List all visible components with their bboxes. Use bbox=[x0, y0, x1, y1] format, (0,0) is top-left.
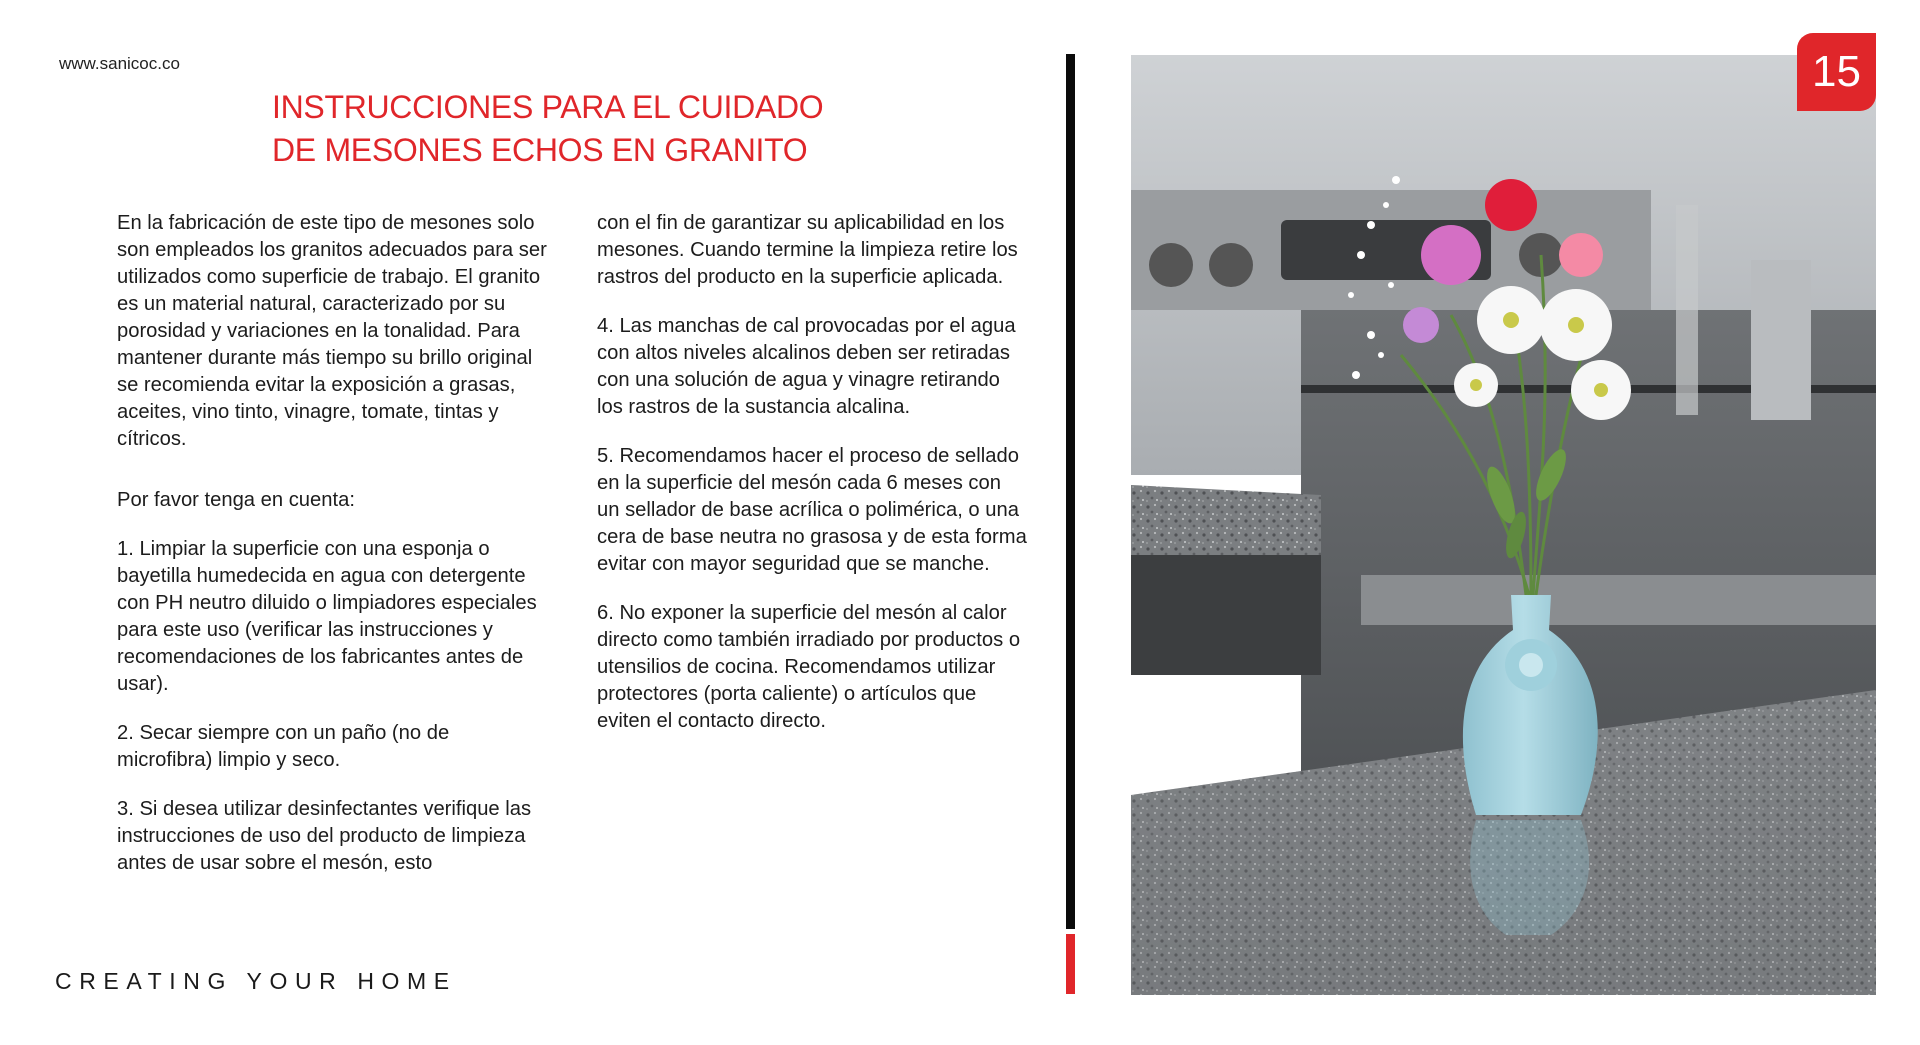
page-title-line-1: INSTRUCCIONES PARA EL CUIDADO bbox=[272, 89, 824, 125]
site-url[interactable]: www.sanicoc.co bbox=[59, 54, 180, 73]
note-heading: Por favor tenga en cuenta: bbox=[117, 489, 355, 511]
instruction-item-6: 6. No exponer la superficie del mesón al calor directo como también irradiado por productos o utensilios de cocina. Recomendamos utilizar protectores (porta caliente) o artículos que eviten el contacto directo. bbox=[597, 602, 1021, 732]
page-title bbox=[272, 86, 823, 172]
text-column-left bbox=[117, 210, 547, 899]
instruction-item-3-continued: con el fin de garantizar su aplicabilidad en los mesones. Cuando termine la limpieza retire los rastros del producto en la superficie aplicada. bbox=[597, 212, 1018, 288]
instruction-item-5: 5. Recomendamos hacer el proceso de sellado en la superficie del mesón cada 6 meses con un sellador de base acrílica o polimérica, o una cera de base neutra no grasosa y de esta forma evitar con mayor seguridad que se manche. bbox=[597, 445, 1027, 575]
vertical-divider bbox=[1066, 54, 1075, 929]
text-column-right bbox=[597, 210, 1027, 757]
intro-paragraph: En la fabricación de este tipo de mesones solo son empleados los granitos adecuados para ser utilizados como superficie de trabajo. El granito es un material natural, caracterizado por su porosidad y variaciones en la tonalidad. Para mantener durante más tiempo su brillo original se recomienda evitar la exposición a grasas, aceites, vino tinto, vinagre, tomate, tintas y cítricos. bbox=[117, 212, 547, 450]
instruction-item-3: 3. Si desea utilizar desinfectantes verifique las instrucciones de uso del producto de limpieza antes de usar sobre el mesón, esto bbox=[117, 798, 532, 874]
vertical-divider-accent bbox=[1066, 934, 1075, 994]
page-title-line-2: DE MESONES ECHOS EN GRANITO bbox=[272, 132, 808, 168]
instruction-item-2: 2. Secar siempre con un paño (no de microfibra) limpio y seco. bbox=[117, 722, 450, 771]
page-number-badge: 15 bbox=[1797, 33, 1876, 111]
footer-tagline: CREATING YOUR HOME bbox=[55, 968, 457, 994]
kitchen-flower-vase-photo bbox=[1131, 55, 1876, 995]
instruction-item-1: 1. Limpiar la superficie con una esponja o bayetilla humedecida en agua con detergente con PH neutro diluido o limpiadores especiales para este uso (verificar las instrucciones y recomendaciones de los fabricantes antes de usar). bbox=[117, 538, 537, 695]
instruction-item-4: 4. Las manchas de cal provocadas por el agua con altos niveles alcalinos deben ser retiradas con una solución de agua y vinagre retirando los rastros de la sustancia alcalina. bbox=[597, 315, 1016, 418]
